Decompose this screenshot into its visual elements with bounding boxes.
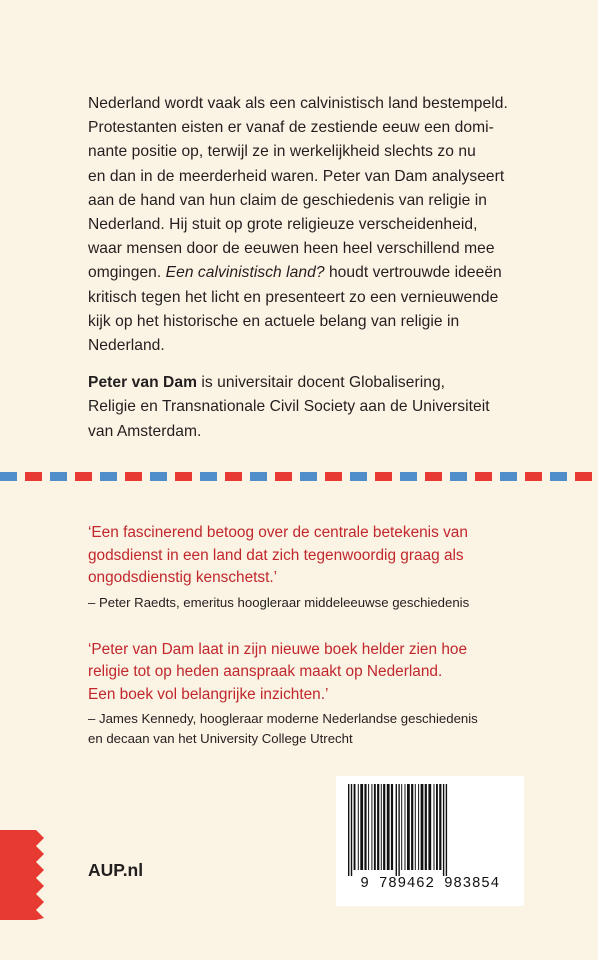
- red-serrated-block-icon: [0, 830, 50, 920]
- isbn-number: 9 789462 983854: [360, 876, 500, 892]
- barcode-bars: [336, 776, 524, 876]
- barcode-bar: [351, 784, 352, 876]
- endorsement-quote: ‘Een fascinerend betoog over de centrale betekenis van godsdienst in een land dat zich tegenwoordig graag als ongodsdienstig kenschetst.’: [88, 524, 468, 586]
- barcode-bar: [439, 784, 441, 870]
- endorsement-quote: ‘Peter van Dam laat in zijn nieuwe boek helder zien hoe religie tot op heden aanspraak maakt op Nederland. Een boek vol belangrijke inzichten.’: [88, 640, 468, 703]
- publisher-url[interactable]: AUP.nl: [88, 860, 144, 880]
- barcode-bar: [405, 784, 406, 870]
- endorsement-attribution: – James Kennedy, hoogleraar moderne Nederlandse geschiedenis en decaan van het University College Utrecht: [88, 711, 478, 746]
- barcode-bar: [383, 784, 385, 870]
- book-description: Nederland wordt vaak als een calvinistisch land bestempeld. Protestanten eisten er vanaf de zestiende eeuw een domi- nante positie op, terwijl ze in werkelijkheid slechts zo nu en dan in de meerderheid waren. Peter van Dam analyseert aan de hand van hun claim de geschiedenis van religie in Nederland. Hij stuit op grote religieuze verscheidenheid, waar mensen door de eeuwen heen heel verschillend mee omgingen. Een calvinistisch land? houdt vertrouwde ideeën kritisch tegen het licht en presenteert zo een vernieuwende kijk op het historische en actuele belang van religie in Nederland.: [88, 95, 508, 355]
- barcode-bar: [368, 784, 369, 870]
- barcode-bar: [377, 784, 379, 870]
- barcode-bar: [401, 784, 402, 870]
- book-title-italic: Een calvinistisch land?: [165, 264, 325, 282]
- barcode-bar: [387, 784, 390, 870]
- barcode-bar: [360, 784, 363, 870]
- barcode-bar: [396, 784, 397, 876]
- barcode-bar: [381, 784, 382, 870]
- barcode-bar: [374, 784, 376, 870]
- barcode-bar: [364, 784, 366, 870]
- barcode-bar: [354, 784, 356, 870]
- barcode-bar: [418, 784, 419, 870]
- barcode-bar: [436, 784, 438, 870]
- author-bio: Peter van Dam is universitair docent Globalisering, Religie en Transnationale Civil Society aan de Universiteit van Amsterdam.: [88, 374, 490, 440]
- author-name: Peter van Dam: [88, 374, 197, 392]
- barcode-bar: [371, 784, 372, 870]
- barcode-bar: [358, 784, 359, 870]
- barcode-bar: [391, 784, 393, 870]
- barcode-bar: [398, 784, 399, 876]
- barcode-bar: [446, 784, 447, 876]
- barcode-bar: [434, 784, 435, 870]
- barcode-bar: [415, 784, 416, 870]
- barcode-bar: [421, 784, 424, 870]
- isbn-barcode: [336, 776, 524, 906]
- endorsements: [88, 522, 568, 749]
- endorsement-attribution: – Peter Raedts, emeritus hoogleraar middeleeuwse geschiedenis: [88, 594, 470, 610]
- barcode-bar: [411, 784, 413, 870]
- back-cover-blurb: [88, 92, 558, 444]
- endorsement: [88, 522, 568, 613]
- endorsement: [88, 639, 568, 750]
- barcode-bar: [348, 784, 349, 876]
- barcode-bar: [425, 784, 427, 870]
- barcode-bar: [407, 784, 410, 870]
- barcode-bar: [428, 784, 431, 870]
- barcode-bar: [443, 784, 444, 876]
- airmail-stripe-divider: [0, 472, 598, 481]
